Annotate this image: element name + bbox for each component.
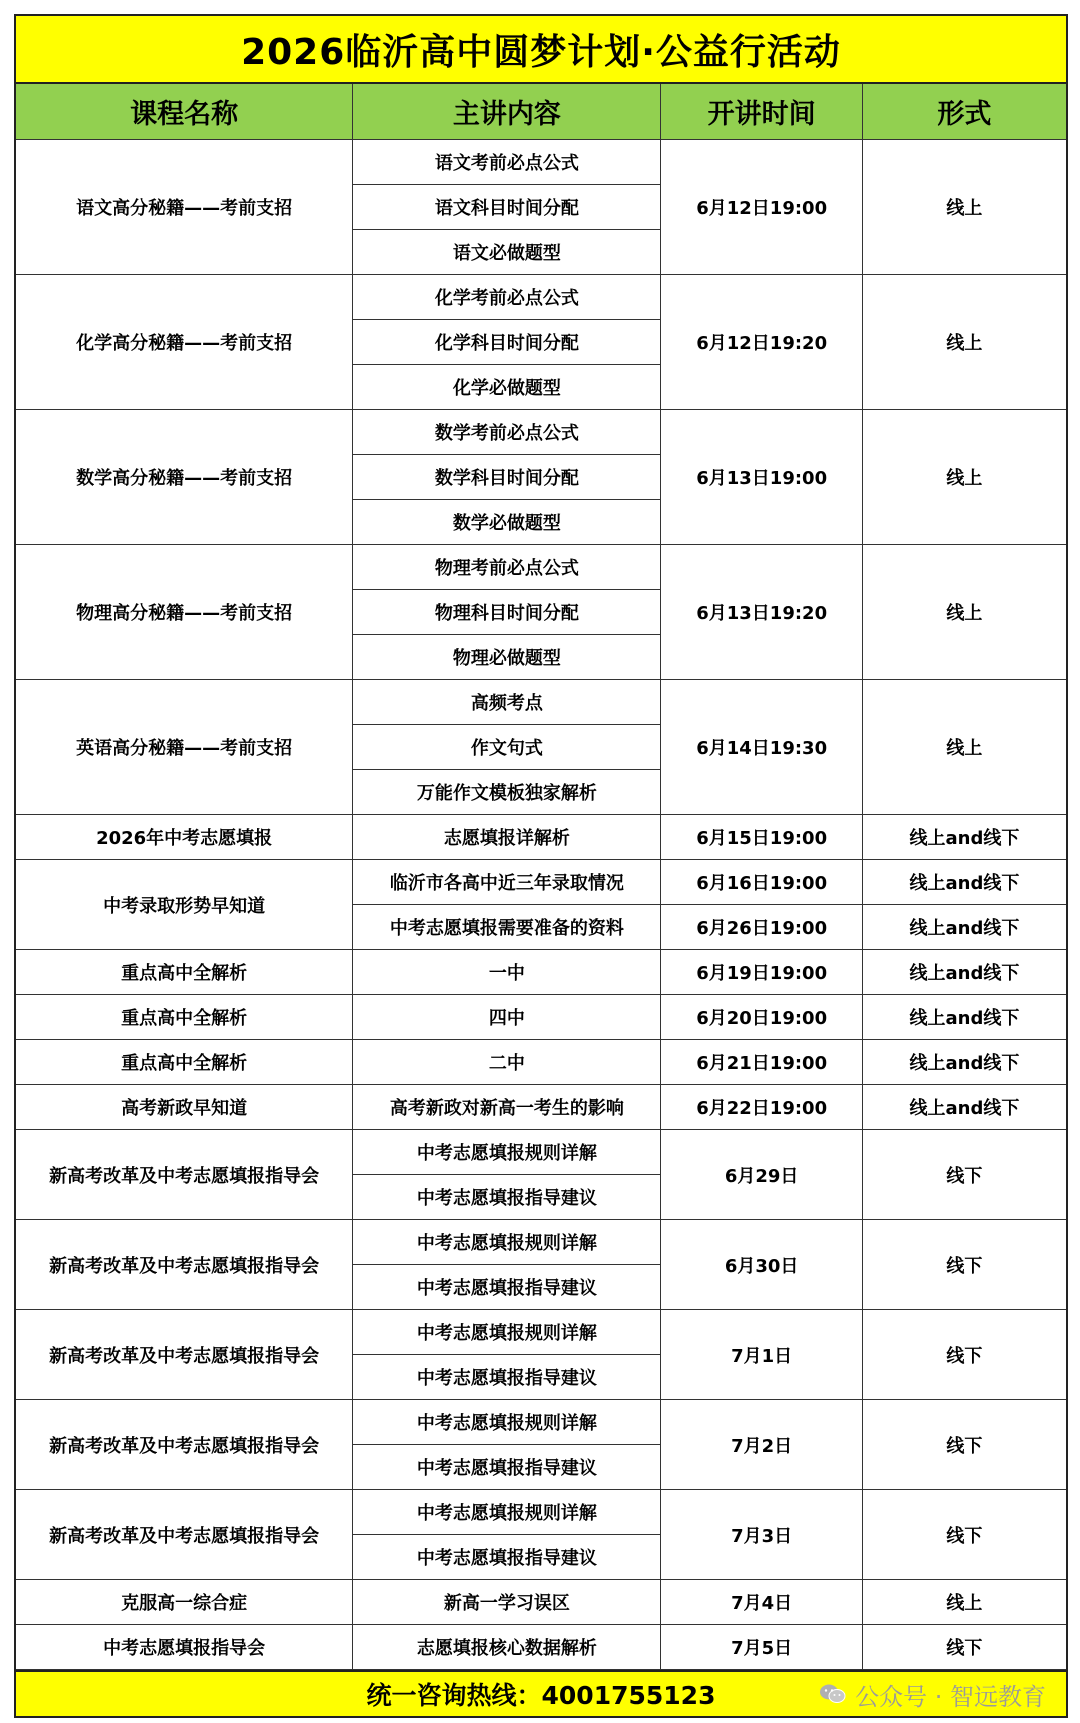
header-content: 主讲内容 — [353, 84, 661, 140]
course-name-cell: 物理高分秘籍——考前支招 — [16, 545, 353, 680]
table-row — [16, 995, 1066, 1040]
header-time: 开讲时间 — [661, 84, 862, 140]
content-cell: 中考志愿填报指导建议 — [353, 1175, 661, 1220]
content-cell: 高频考点 — [353, 680, 661, 725]
time-cell: 6月21日19:00 — [661, 1040, 862, 1085]
form-cell: 线下 — [862, 1490, 1066, 1580]
course-name-cell: 新高考改革及中考志愿填报指导会 — [16, 1220, 353, 1310]
content-cell: 志愿填报详解析 — [353, 815, 661, 860]
content-cell: 化学科目时间分配 — [353, 320, 661, 365]
form-cell: 线下 — [862, 1625, 1066, 1670]
time-cell: 7月2日 — [661, 1400, 862, 1490]
form-cell: 线上 — [862, 680, 1066, 815]
time-cell: 6月20日19:00 — [661, 995, 862, 1040]
content-cell: 化学必做题型 — [353, 365, 661, 410]
table-row — [16, 1310, 1066, 1355]
content-cell: 中考志愿填报指导建议 — [353, 1535, 661, 1580]
table-row — [16, 1490, 1066, 1535]
course-name-cell: 克服高一综合症 — [16, 1580, 353, 1625]
content-cell: 中考志愿填报规则详解 — [353, 1490, 661, 1535]
schedule-table — [16, 84, 1066, 1670]
footer-bar — [16, 1670, 1066, 1716]
content-cell: 语文必做题型 — [353, 230, 661, 275]
time-cell: 7月5日 — [661, 1625, 862, 1670]
course-name-cell: 新高考改革及中考志愿填报指导会 — [16, 1490, 353, 1580]
course-name-cell: 新高考改革及中考志愿填报指导会 — [16, 1400, 353, 1490]
wechat-icon — [819, 1683, 847, 1705]
form-cell: 线上 — [862, 140, 1066, 275]
content-cell: 数学科目时间分配 — [353, 455, 661, 500]
table-row — [16, 140, 1066, 185]
table-row — [16, 1085, 1066, 1130]
form-cell: 线上 — [862, 545, 1066, 680]
content-cell: 二中 — [353, 1040, 661, 1085]
course-name-cell: 重点高中全解析 — [16, 1040, 353, 1085]
content-cell: 一中 — [353, 950, 661, 995]
content-cell: 语文考前必点公式 — [353, 140, 661, 185]
time-cell: 6月12日19:00 — [661, 140, 862, 275]
time-cell: 6月26日19:00 — [661, 905, 862, 950]
content-cell: 志愿填报核心数据解析 — [353, 1625, 661, 1670]
time-cell: 6月12日19:20 — [661, 275, 862, 410]
content-cell: 中考志愿填报规则详解 — [353, 1130, 661, 1175]
table-row — [16, 1220, 1066, 1265]
content-cell: 新高一学习误区 — [353, 1580, 661, 1625]
table-row — [16, 275, 1066, 320]
course-name-cell: 新高考改革及中考志愿填报指导会 — [16, 1130, 353, 1220]
content-cell: 物理必做题型 — [353, 635, 661, 680]
table-row — [16, 860, 1066, 905]
table-row — [16, 1580, 1066, 1625]
content-cell: 中考志愿填报需要准备的资料 — [353, 905, 661, 950]
content-cell: 物理考前必点公式 — [353, 545, 661, 590]
course-name-cell: 化学高分秘籍——考前支招 — [16, 275, 353, 410]
course-name-cell: 语文高分秘籍——考前支招 — [16, 140, 353, 275]
time-cell: 6月14日19:30 — [661, 680, 862, 815]
table-row — [16, 680, 1066, 725]
form-cell: 线下 — [862, 1220, 1066, 1310]
table-row — [16, 950, 1066, 995]
page-title: 2026临沂高中圆梦计划·公益行活动 — [16, 16, 1066, 84]
course-name-cell: 新高考改革及中考志愿填报指导会 — [16, 1310, 353, 1400]
course-name-cell: 高考新政早知道 — [16, 1085, 353, 1130]
content-cell: 语文科目时间分配 — [353, 185, 661, 230]
course-name-cell: 中考志愿填报指导会 — [16, 1625, 353, 1670]
course-name-cell: 中考录取形势早知道 — [16, 860, 353, 950]
course-name-cell: 2026年中考志愿填报 — [16, 815, 353, 860]
table-row — [16, 1130, 1066, 1175]
form-cell: 线上and线下 — [862, 950, 1066, 995]
form-cell: 线下 — [862, 1400, 1066, 1490]
content-cell: 化学考前必点公式 — [353, 275, 661, 320]
content-cell: 中考志愿填报规则详解 — [353, 1400, 661, 1445]
form-cell: 线下 — [862, 1130, 1066, 1220]
form-cell: 线上 — [862, 1580, 1066, 1625]
time-cell: 6月16日19:00 — [661, 860, 862, 905]
time-cell: 7月1日 — [661, 1310, 862, 1400]
form-cell: 线上 — [862, 410, 1066, 545]
content-cell: 物理科目时间分配 — [353, 590, 661, 635]
time-cell: 6月19日19:00 — [661, 950, 862, 995]
watermark — [819, 1672, 1046, 1716]
table-row — [16, 1040, 1066, 1085]
form-cell: 线上 — [862, 275, 1066, 410]
content-cell: 万能作文模板独家解析 — [353, 770, 661, 815]
time-cell: 6月22日19:00 — [661, 1085, 862, 1130]
watermark-text: 公众号 · 智远教育 — [855, 1682, 1046, 1711]
schedule-sheet — [14, 14, 1068, 1718]
time-cell: 7月3日 — [661, 1490, 862, 1580]
course-name-cell: 重点高中全解析 — [16, 995, 353, 1040]
table-row — [16, 410, 1066, 455]
content-cell: 临沂市各高中近三年录取情况 — [353, 860, 661, 905]
form-cell: 线上and线下 — [862, 995, 1066, 1040]
content-cell: 中考志愿填报指导建议 — [353, 1445, 661, 1490]
time-cell: 6月29日 — [661, 1130, 862, 1220]
form-cell: 线上and线下 — [862, 815, 1066, 860]
time-cell: 6月30日 — [661, 1220, 862, 1310]
course-name-cell: 英语高分秘籍——考前支招 — [16, 680, 353, 815]
form-cell: 线上and线下 — [862, 905, 1066, 950]
schedule-body — [16, 140, 1066, 1670]
content-cell: 中考志愿填报规则详解 — [353, 1220, 661, 1265]
content-cell: 中考志愿填报指导建议 — [353, 1265, 661, 1310]
form-cell: 线上and线下 — [862, 860, 1066, 905]
time-cell: 6月13日19:00 — [661, 410, 862, 545]
form-cell: 线上and线下 — [862, 1085, 1066, 1130]
header-course: 课程名称 — [16, 84, 353, 140]
time-cell: 6月13日19:20 — [661, 545, 862, 680]
hotline-text: 统一咨询热线：4001755123 — [366, 1681, 716, 1710]
content-cell: 数学考前必点公式 — [353, 410, 661, 455]
course-name-cell: 数学高分秘籍——考前支招 — [16, 410, 353, 545]
content-cell: 中考志愿填报指导建议 — [353, 1355, 661, 1400]
content-cell: 作文句式 — [353, 725, 661, 770]
table-row — [16, 815, 1066, 860]
content-cell: 四中 — [353, 995, 661, 1040]
time-cell: 6月15日19:00 — [661, 815, 862, 860]
content-cell: 高考新政对新高一考生的影响 — [353, 1085, 661, 1130]
content-cell: 数学必做题型 — [353, 500, 661, 545]
table-row — [16, 1625, 1066, 1670]
form-cell: 线上and线下 — [862, 1040, 1066, 1085]
course-name-cell: 重点高中全解析 — [16, 950, 353, 995]
content-cell: 中考志愿填报规则详解 — [353, 1310, 661, 1355]
header-row — [16, 84, 1066, 140]
form-cell: 线下 — [862, 1310, 1066, 1400]
table-row — [16, 545, 1066, 590]
time-cell: 7月4日 — [661, 1580, 862, 1625]
table-row — [16, 1400, 1066, 1445]
header-form: 形式 — [862, 84, 1066, 140]
